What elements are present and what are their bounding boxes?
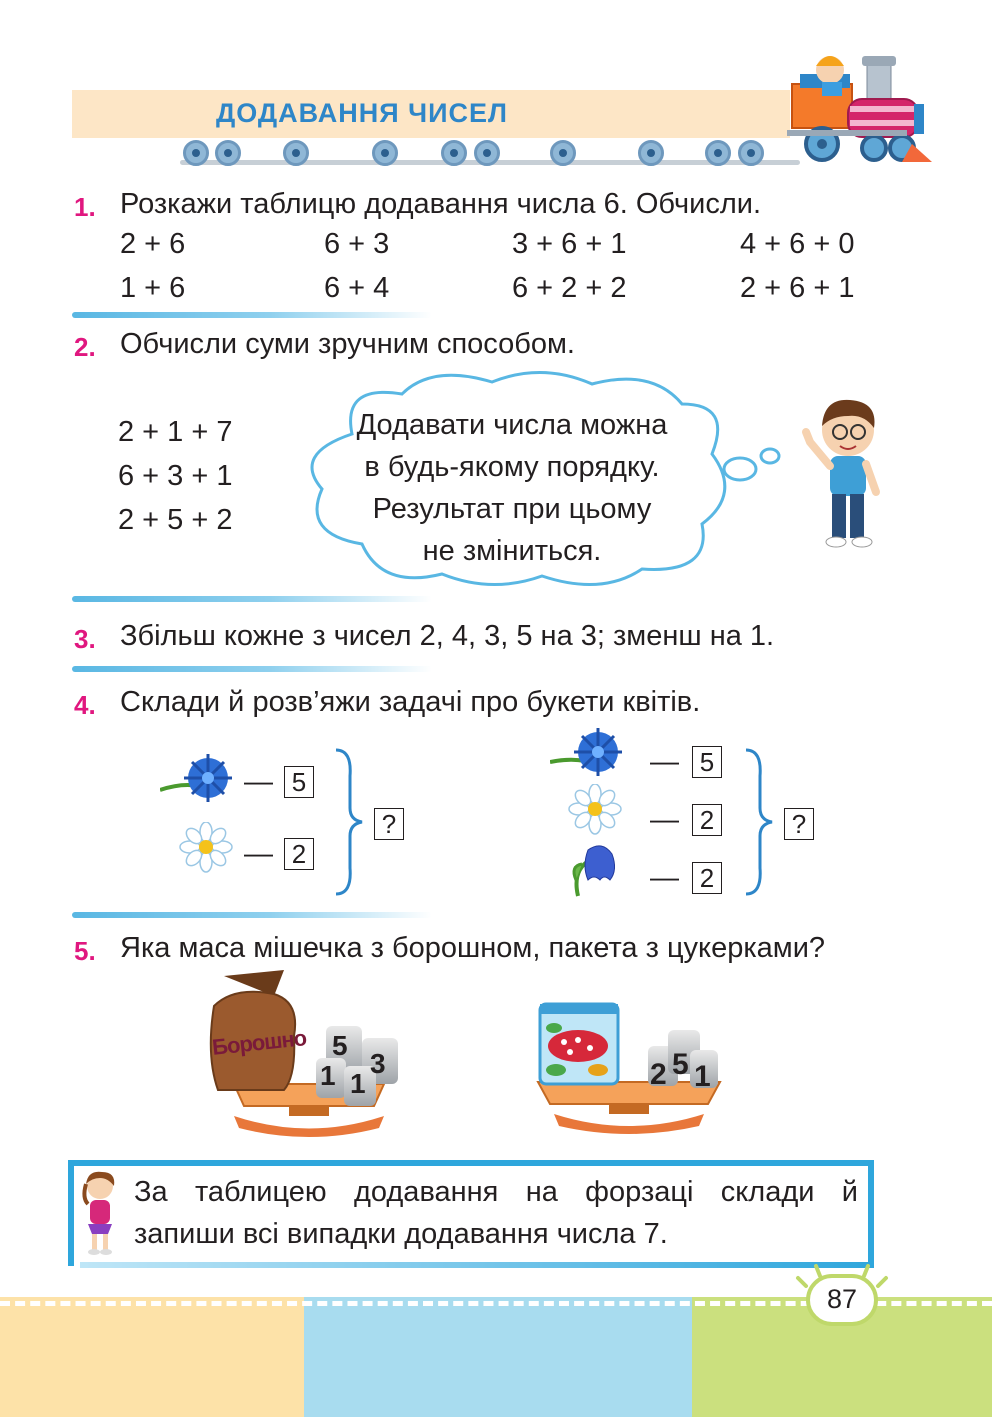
task-number: 4.: [74, 690, 96, 720]
note-line: За таблицею додавання на форзаці склади й: [134, 1176, 858, 1208]
weight-label: 2: [650, 1058, 667, 1091]
task5-text: Яка маса мішечка з борошном, пакета з цукерками?: [120, 932, 826, 964]
footer-band-left: [0, 1297, 304, 1417]
note-frame-right: [868, 1160, 874, 1268]
task-number: 3.: [74, 624, 96, 654]
dash: —: [650, 804, 679, 836]
task1-expr: 3 + 6 + 1: [512, 228, 627, 260]
wheel-icon: [372, 140, 398, 166]
dash: —: [650, 746, 679, 778]
wheel-icon: [738, 140, 764, 166]
task1-expr: 4 + 6 + 0: [740, 228, 855, 260]
note-frame-bottom: [80, 1262, 874, 1268]
cornflower-icon: [550, 726, 640, 782]
daisy-icon: [176, 822, 236, 874]
wheel-icon: [283, 140, 309, 166]
task-number: 2.: [74, 332, 96, 362]
wheel-icon: [215, 140, 241, 166]
bubble-line: Додавати числа можна: [356, 409, 668, 441]
curly-brace: [740, 746, 776, 898]
task1-expr: 2 + 6 + 1: [740, 272, 855, 304]
weight-label: 1: [350, 1068, 366, 1099]
task2-expr: 6 + 3 + 1: [118, 460, 233, 492]
question-box: ?: [784, 808, 814, 840]
answer-box: 5: [284, 766, 314, 798]
weight-label: 3: [370, 1048, 386, 1079]
question-box: ?: [374, 808, 404, 840]
bubble-line: Результат при цьому: [372, 493, 652, 525]
curly-brace: [330, 746, 366, 898]
weight-label: 1: [320, 1060, 336, 1091]
bubble-line: в будь-якому порядку.: [364, 451, 660, 483]
task2-expr: 2 + 1 + 7: [118, 416, 233, 448]
task-number: 1.: [74, 192, 96, 222]
task2-text: Обчисли суми зручним способом.: [120, 328, 575, 360]
wheel-icon: [705, 140, 731, 166]
weight-label: 1: [694, 1060, 711, 1093]
weight-label: 5: [672, 1048, 689, 1081]
answer-box: 5: [692, 746, 722, 778]
task1-expr: 6 + 2 + 2: [512, 272, 627, 304]
section-divider: [72, 666, 432, 672]
task1-expr: 6 + 3: [324, 228, 390, 260]
task4-text: Склади й розв’яжи задачі про букети квітів.: [120, 686, 701, 718]
section-divider: [72, 596, 432, 602]
section-divider: [72, 912, 432, 918]
cornflower-icon: [160, 750, 250, 806]
task3-text: Збільш кожне з чисел 2, 4, 3, 5 на 3; зменш на 1.: [120, 620, 775, 652]
daisy-icon: [564, 784, 626, 836]
task1-expr: 6 + 4: [324, 272, 390, 304]
task1-expr: 1 + 6: [120, 272, 186, 304]
wheel-icon: [183, 140, 209, 166]
dash: —: [650, 862, 679, 894]
wheel-icon: [474, 140, 500, 166]
task-number: 5.: [74, 936, 96, 966]
wheel-icon: [638, 140, 664, 166]
sack-label: Борошно: [210, 1025, 308, 1060]
wheel-icon: [441, 140, 467, 166]
task1-text: Розкажи таблицю додавання числа 6. Обчисли.: [120, 188, 762, 220]
boy-icon: [800, 392, 890, 548]
dash: —: [244, 838, 273, 870]
section-divider: [72, 312, 432, 318]
answer-box: 2: [692, 804, 722, 836]
page-title: ДОДАВАННЯ ЧИСЕЛ: [215, 98, 508, 128]
wheel-icon: [550, 140, 576, 166]
dash: —: [244, 766, 273, 798]
weight-label: 5: [332, 1030, 348, 1061]
footer-band-middle: [304, 1297, 692, 1417]
train-icon: [782, 44, 932, 170]
task2-expr: 2 + 5 + 2: [118, 504, 233, 536]
bellflower-icon: [570, 840, 620, 898]
note-line: запиши всі випадки додавання числа 7.: [134, 1218, 668, 1250]
girl-icon: [78, 1170, 124, 1256]
answer-box: 2: [284, 838, 314, 870]
task1-expr: 2 + 6: [120, 228, 186, 260]
answer-box: 2: [692, 862, 722, 894]
bubble-line: не зміниться.: [422, 535, 602, 567]
page-number: 87: [826, 1284, 858, 1314]
